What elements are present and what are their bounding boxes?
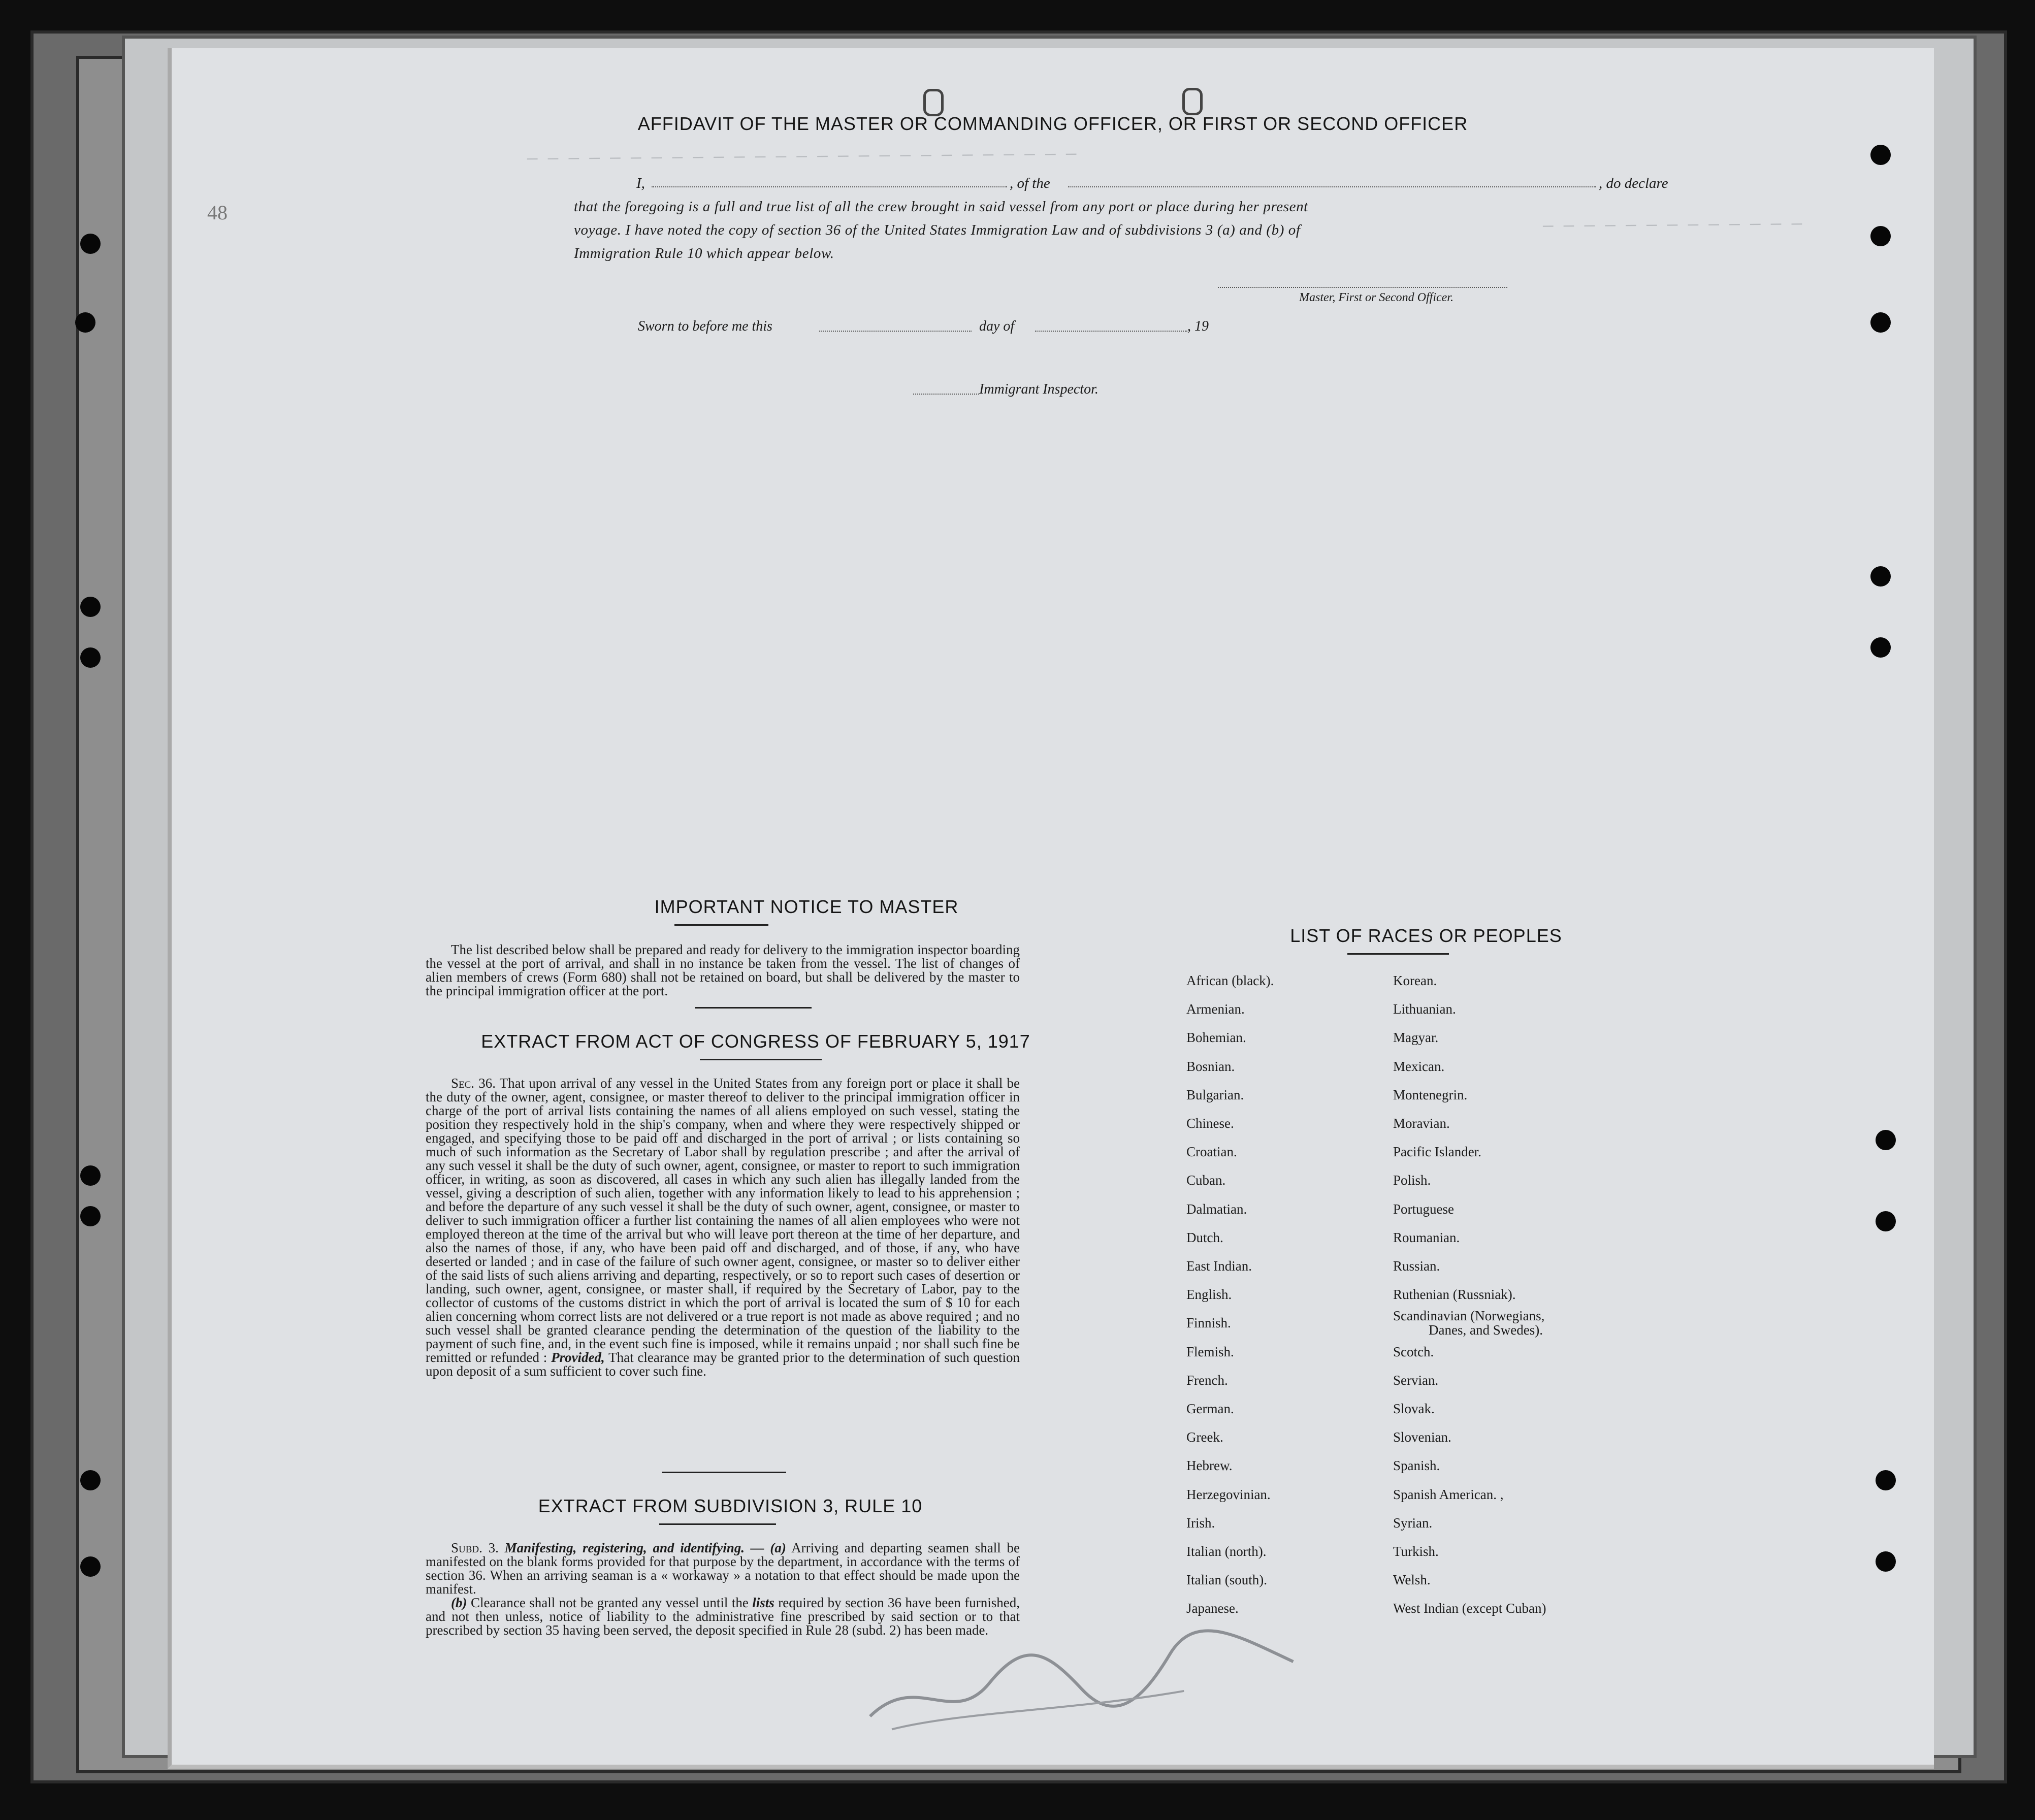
master-signature-label: Master, First or Second Officer. [1299, 291, 1453, 304]
affidavit-body-line2: voyage. I have noted the copy of section 36 of the United States Immigration Law and of subdivisions 3 (a) and (b) of [574, 222, 1301, 238]
race-item: Servian. [1393, 1372, 1439, 1388]
race-item: Korean. [1393, 973, 1437, 988]
sec-label: Sec. 36. [451, 1076, 496, 1091]
provided-label: Provided, [551, 1350, 605, 1365]
race-item: Magyar. [1393, 1030, 1439, 1046]
race-item: Finnish. [1186, 1315, 1231, 1331]
lists-label: lists [752, 1595, 774, 1610]
race-item: Turkish. [1393, 1544, 1439, 1559]
race-item: African (black). [1186, 973, 1274, 988]
race-item: East Indian. [1186, 1258, 1252, 1274]
inspector-signature-line [913, 394, 979, 395]
binder-hole [80, 1556, 101, 1577]
race-item: Spanish American. , [1393, 1486, 1504, 1502]
race-item: Montenegrin. [1393, 1087, 1468, 1102]
race-item: Bosnian. [1186, 1058, 1235, 1074]
race-item: French. [1186, 1372, 1228, 1388]
race-item: Moravian. [1393, 1116, 1450, 1131]
vessel-blank [1068, 186, 1596, 187]
race-item: Bulgarian. [1186, 1087, 1244, 1102]
binder-hole [1876, 1130, 1896, 1150]
binder-hole [1870, 226, 1891, 246]
extract-rule-rule [659, 1523, 776, 1525]
binder-hole [1870, 566, 1891, 587]
master-signature-line [1218, 287, 1507, 288]
affidavit-body-line3: Immigration Rule 10 which appear below. [574, 245, 834, 262]
race-item: Slovenian. [1393, 1429, 1451, 1445]
subd-heading: Manifesting, registering, and identifying. — (a) [504, 1540, 786, 1555]
race-item: Spanish. [1393, 1458, 1440, 1474]
race-item: West Indian (except Cuban) [1393, 1601, 1546, 1616]
affidavit-of-the: , of the [1010, 175, 1050, 191]
binder-hole [80, 1470, 101, 1490]
affidavit-i-label: I, [636, 175, 645, 191]
extract-rule-text-b2: required by section 36 have been furnished, and not then unless, notice of liability to the administrative fine prescribed by said section or to that prescribed by section 35 having been served, the deposit specified in Rule 28 (subd. 2) has been made. [426, 1595, 1020, 1638]
race-item: Dalmatian. [1186, 1201, 1247, 1217]
race-item: Cuban. [1186, 1173, 1226, 1188]
binder-hole [80, 1206, 101, 1226]
race-item-text: Scandinavian (Norwegians, [1393, 1308, 1545, 1324]
race-item: Slovak. [1393, 1401, 1435, 1417]
subd-label: Subd. 3. [451, 1540, 499, 1555]
extract-act-text: That upon arrival of any vessel in the United States from any foreign port or place it shall be the duty of the owner, agent, consignee, or master thereof to deliver to the principal immigration officer in charge of the port of arrival lists containing the names of all aliens employed on such vessel, stating the position they respectively hold in the ship's company, when and where they were respectively shipped or engaged, and specifying those to be paid off and discharged in the port of arrival ; or lists containing so much of such information as the Secretary of Labor shall by regulation prescribe ; and after the arrival of any such vessel it shall be the duty of such owner, agent, consignee, or master to report to such immigration officer, in writing, as soon as discovered, all cases in which any such alien has illegally landed from the vessel, giving a description of such alien, together with any information likely to lead to his apprehension ; and before the departure of any such vessel it shall be the duty of such owner, agent, consignee, or master to deliver to such immigration officer a further list containing the names of all alien employees who were not employed thereon at the time of the arrival but who will leave port thereon at the time of her departure, and also the names of those, if any, who have been paid off and discharged, and of those, if any, who have deserted or landed ; and in case of the failure of such owner agent, consignee, or master so to deliver either of the said lists of such aliens arriving and departing, respectively, or so to report such cases of desertion or landing, such owner, agent, consignee, or master shall, if required by the Secretary of Labor, pay to the collector of customs of the customs district in which the port of arrival is located the sum of $ 10 for each alien concerning whom correct lists are not delivered or a true report is not made as above required ; and no such vessel shall be granted clearance pending the determination of the question of the liability to the payment of such fine, and, in the event such fine is imposed, while it remains unpaid ; nor shall such fine be remitted or refunded : [426, 1076, 1020, 1365]
race-item: Bohemian. [1186, 1030, 1246, 1046]
race-item: Scotch. [1393, 1344, 1434, 1359]
race-item: Herzegovinian. [1186, 1486, 1271, 1502]
name-blank [652, 186, 1007, 187]
race-item [1393, 1309, 1546, 1337]
extract-act-text-end: That clearance may be granted prior to the determination of such question upon deposit of a sum sufficient to cover such fine. [426, 1350, 1020, 1379]
notice-title: IMPORTANT NOTICE TO MASTER [654, 896, 959, 917]
race-item: Irish. [1186, 1515, 1215, 1531]
race-item: Lithuanian. [1393, 1001, 1456, 1017]
binder-hole [1870, 145, 1891, 165]
races-column-2 [1393, 966, 1546, 1623]
extract-act-rule [700, 1059, 822, 1060]
extract-rule-body-a [426, 1541, 1020, 1596]
staple-mark [1182, 88, 1203, 115]
sworn-day-blank [819, 331, 972, 332]
race-item: Italian (north). [1186, 1544, 1267, 1559]
day-of-label: day of [979, 318, 1015, 334]
race-item: Greek. [1186, 1429, 1223, 1445]
binder-hole [75, 312, 95, 333]
binder-hole [80, 1165, 101, 1186]
extract-rule-text-b1: Clearance shall not be granted any vessel until the [470, 1595, 749, 1610]
race-item: Croatian. [1186, 1144, 1237, 1160]
race-item: Portuguese [1393, 1201, 1454, 1217]
b-label: (b) [451, 1595, 467, 1610]
extract-rule-text-a: Arriving and departing seamen shall be manifested on the blank forms provided for that purpose by the department, in accordance with the terms of section 36. When an arriving seaman is a « workaway » a notation to that effect should be made upon the manifest. [426, 1540, 1020, 1597]
section-rule [695, 1007, 812, 1009]
staple-mark [923, 89, 944, 116]
binder-hole [1876, 1211, 1896, 1231]
races-column-1 [1186, 966, 1274, 1623]
binder-hole [1870, 312, 1891, 333]
section-rule [662, 1472, 786, 1473]
bleed-through-text: — — — — — — — — — — — — — — — — — — — — — — — — — — — [527, 145, 1077, 169]
races-title-rule [1347, 953, 1449, 955]
binder-hole [80, 647, 101, 668]
margin-number: 48 [207, 201, 228, 224]
race-item: Syrian. [1393, 1515, 1433, 1531]
binder-hole [1876, 1470, 1896, 1490]
race-item: Welsh. [1393, 1572, 1431, 1588]
affidavit-do-declare: , do declare [1599, 175, 1668, 191]
affidavit-body-line1: that the foregoing is a full and true list of all the crew brought in said vessel from any port or place during her present [574, 199, 1308, 215]
race-item: Chinese. [1186, 1116, 1234, 1131]
race-item: Mexican. [1393, 1058, 1445, 1074]
race-item: Ruthenian (Russniak). [1393, 1287, 1516, 1303]
race-item: Japanese. [1186, 1601, 1239, 1616]
race-item: Polish. [1393, 1173, 1431, 1188]
extract-act-body [426, 1077, 1020, 1378]
race-item: English. [1186, 1287, 1232, 1303]
year-label: , 19 [1187, 318, 1209, 334]
notice-text: The list described below shall be prepared and ready for delivery to the immigration inspector boarding the vessel at the port of arrival, and shall in no instance be taken from the vessel. The list of changes of alien members of crews (Form 680) shall not be retained on board, but shall be delivered by the master to the principal immigration officer at the port. [426, 942, 1020, 998]
extract-rule-body-b [426, 1596, 1020, 1637]
sworn-month-blank [1035, 331, 1187, 332]
race-item: Italian (south). [1186, 1572, 1267, 1588]
sworn-label: Sworn to before me this [638, 318, 772, 334]
race-item: Russian. [1393, 1258, 1440, 1274]
binder-hole [80, 234, 101, 254]
races-title: LIST OF RACES OR PEOPLES [1290, 925, 1562, 946]
binder-hole [80, 597, 101, 617]
extract-act-title: EXTRACT FROM ACT OF CONGRESS OF FEBRUARY 5, 1917 [481, 1031, 1030, 1052]
race-item: Pacific Islander. [1393, 1144, 1481, 1160]
race-item: Flemish. [1186, 1344, 1234, 1359]
extract-rule-title: EXTRACT FROM SUBDIVISION 3, RULE 10 [538, 1496, 923, 1516]
race-item: Hebrew. [1186, 1458, 1233, 1474]
race-item: Roumanian. [1393, 1229, 1460, 1245]
race-item: Dutch. [1186, 1229, 1223, 1245]
race-item: Armenian. [1186, 1001, 1245, 1017]
notice-title-rule [674, 924, 768, 926]
document-sheet [168, 48, 1934, 1769]
bleed-through-text: — — — — — — — — — — — — — [1542, 214, 1802, 237]
binder-hole [1876, 1551, 1896, 1572]
affidavit-title: AFFIDAVIT OF THE MASTER OR COMMANDING OFFICER, OR FIRST OR SECOND OFFICER [637, 113, 1468, 134]
inspector-label: Immigrant Inspector. [979, 381, 1099, 397]
race-item-text-cont: Danes, and Swedes). [1429, 1322, 1543, 1338]
binder-hole [1870, 637, 1891, 658]
race-item: German. [1186, 1401, 1234, 1417]
